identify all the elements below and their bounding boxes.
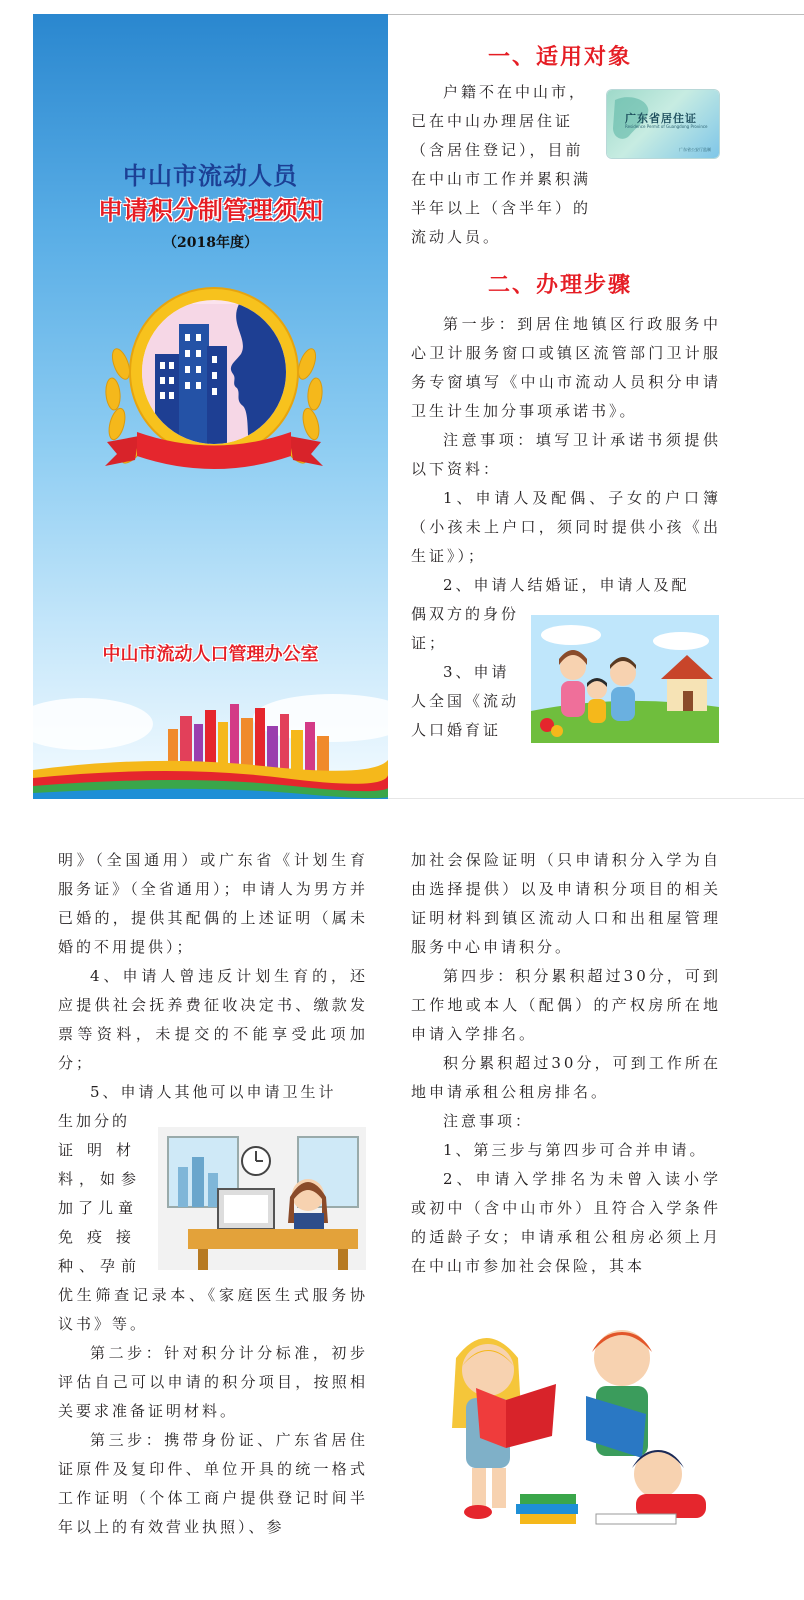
note-paragraph: 注意事项：填写卫计承诺书须提供以下资料： xyxy=(411,431,721,478)
bottom-right-text xyxy=(411,846,721,1281)
top-divider xyxy=(388,14,804,15)
section1-heading: 一、适用对象 xyxy=(488,45,633,70)
note-title: 注意事项： xyxy=(443,1112,534,1130)
cover-subtitle: 申请积分制管理须知 xyxy=(97,196,323,225)
item5-wrap-line: 种、孕前 xyxy=(58,1257,143,1275)
section1-line: 在中山市工作并累积满 xyxy=(411,170,592,188)
section2-text xyxy=(411,310,721,571)
cover-title: 中山市流动人员 xyxy=(123,162,298,190)
item3-line: 人口婚育证 xyxy=(411,721,502,739)
section1-text xyxy=(411,78,611,252)
note2-paragraph: 2、申请入学排名为未曾入读小学或初中（含中山市外）且符合入学条件的适龄子女；申请承租公租房必须上月在中山市参加社会保险，其本 xyxy=(411,1170,721,1275)
continuation-paragraph: 明》（全国通用）或广东省《计划生育服务证》（全省通用）；申请人为男方并已婚的，提供其配偶的上述证明（属未婚的不用提供）； xyxy=(58,851,368,956)
item3-line: 人全国《流动 xyxy=(411,692,520,710)
section2-heading: 二、办理步骤 xyxy=(488,273,633,298)
residence-permit-card-image xyxy=(607,90,719,158)
section1-line: 户籍不在中山市， xyxy=(443,83,588,101)
step3-paragraph: 第三步：携带身份证、广东省居住证原件及复印件、单位开具的统一格式工作证明（个体工商户提供登记时间半年以上的有效营业执照）、参 xyxy=(58,1431,368,1536)
step4-paragraph: 第四步：积分累积超过30分，可到工作地或本人（配偶）的产权房所在地申请入学排名。 xyxy=(411,967,721,1043)
card-title: 广东省居住证 xyxy=(625,112,697,125)
item3-line: 3、申请 xyxy=(443,663,510,681)
section1-line: 已在中山办理居住证 xyxy=(411,112,574,130)
item5-wrap-line: 免疫接 xyxy=(58,1228,146,1246)
card-issuer: 广东省公安厅监制 xyxy=(679,147,711,152)
item5-rest-paragraph: 优生筛查记录本、《家庭医生式服务协议书》等。 xyxy=(58,1286,368,1333)
item5-wrap-line: 证明材 xyxy=(58,1141,146,1159)
emblem-logo xyxy=(99,284,329,494)
item5-wrap-line: 加了儿童 xyxy=(58,1199,139,1217)
note1-paragraph: 1、第三步与第四步可合并申请。 xyxy=(443,1141,708,1159)
cover-year: （2018年度） xyxy=(163,235,258,251)
city-skyline-illustration xyxy=(33,674,388,799)
continuation-paragraph-right: 加社会保险证明（只申请积分入学为自由选择提供）以及申请积分项目的相关证明材料到镇区流动人口和出租屋管理服务中心申请积分。 xyxy=(411,851,721,956)
item5-wrap-line: 料，如参 xyxy=(58,1170,143,1188)
item5-line: 5、申请人其他可以申请卫生计 xyxy=(90,1083,337,1101)
section1-line: 半年以上（含半年）的 xyxy=(411,199,592,217)
office-clerk-illustration xyxy=(158,1127,366,1270)
item1-paragraph: 1、申请人及配偶、子女的户口簿（小孩未上户口，须同时提供小孩《出生证》）； xyxy=(411,489,721,565)
cover-office: 中山市流动人口管理办公室 xyxy=(102,644,319,665)
kids-reading-illustration xyxy=(436,1318,718,1548)
item4-paragraph: 4、申请人曾违反计划生育的，还应提供社会抚养费征收决定书、缴款发票等资料，未提交的不能享受此项加分； xyxy=(58,967,368,1072)
section1-line: 流动人员。 xyxy=(411,228,502,246)
card-subtitle: Residence Permit of Guangdong Province xyxy=(625,124,708,129)
item2-line: 2、申请人结婚证，申请人及配 xyxy=(443,576,690,594)
step1-paragraph: 第一步：到居住地镇区行政服务中心卫计服务窗口或镇区流管部门卫计服务专窗填写《中山市流动人员积分申请卫生计生加分事项承诺书》。 xyxy=(411,315,721,420)
item2-line: 偶双方的身份 xyxy=(411,605,520,623)
family-illustration xyxy=(531,615,719,743)
section1-line: （含居住登记），目前 xyxy=(411,141,584,159)
item5-wrap-line: 生加分的 xyxy=(58,1112,131,1130)
step2-paragraph: 第二步：针对积分计分标准，初步评估自己可以申请的积分项目，按照相关要求准备证明材料。 xyxy=(58,1344,368,1420)
rental-paragraph: 积分累积超过30分，可到工作所在地申请承租公租房排名。 xyxy=(411,1054,721,1101)
cover-panel xyxy=(33,14,388,799)
page-divider xyxy=(388,798,804,799)
item2-line: 证； xyxy=(411,634,448,652)
